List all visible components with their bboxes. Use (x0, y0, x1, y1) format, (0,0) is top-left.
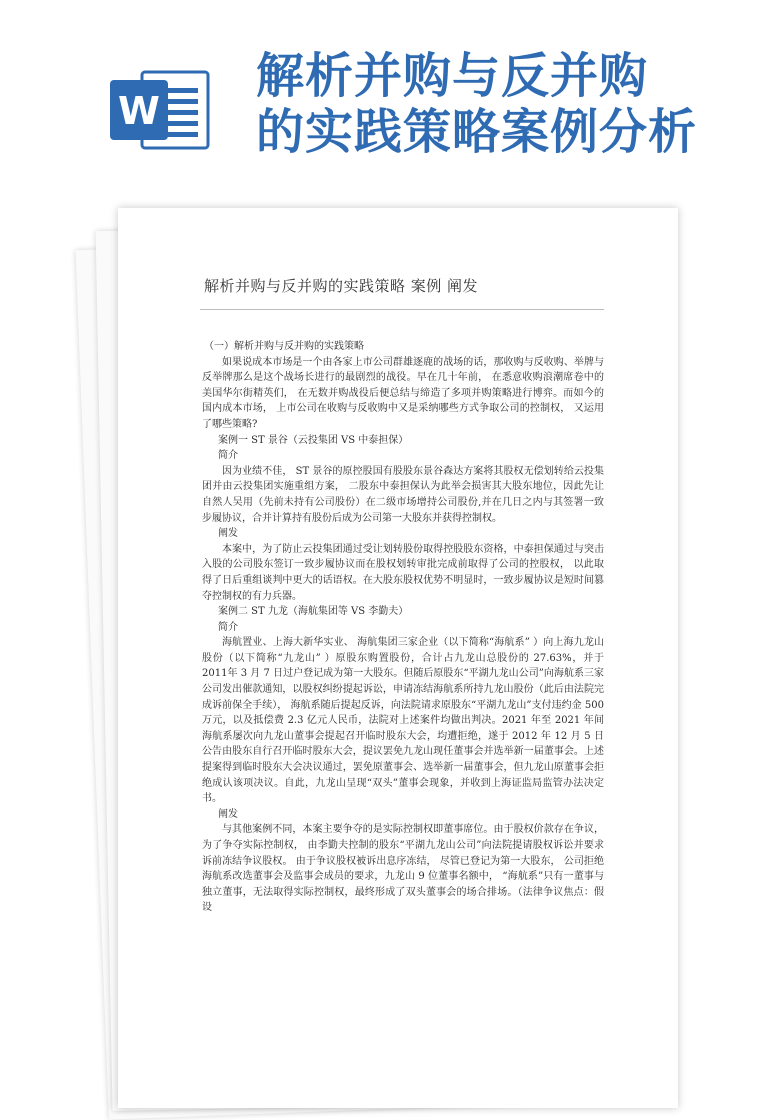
header-banner (0, 0, 780, 200)
document-title: 解析并购与反并购的实践策略 案例 阐发 (204, 277, 479, 295)
headline (256, 48, 756, 160)
headline-line-2: 的实践策略案例分析 (256, 104, 698, 160)
word-icon-letter: W (118, 89, 160, 133)
case-heading: 案例一 ST 景谷（云投集团 VS 中泰担保） (218, 434, 409, 446)
word-document-icon (108, 66, 212, 154)
headline-line-1: 解析并购与反并购 (256, 48, 649, 104)
subheading: 简介 (218, 450, 238, 462)
subheading: 阐发 (218, 528, 238, 540)
document-body (202, 339, 604, 916)
case-heading: 案例二 ST 九龙（海航集团等 VS 李勤夫） (218, 606, 409, 618)
paragraph: 海航置业、上海大新华实业、 海航集团三家企业（以下简称“海航系” ）向上海九龙山股份（以下简称“九龙山” ）原股东购置股份，合计占九龙山总股份的 27.63%，并于 2011年 3 月 7 日过户登记成为第一大股东。但随后原股东“平湖九龙山公司”向海航系三家公司发出催款通知，以股权纠纷提起诉讼，申请冻结海航系所持九龙山股份（此后由法院完成诉前保全手续）， 海航系随后提起反诉，向法院请求原股东“平湖九龙山”支付违约金 500 万元，以及抵偿费 2.3 亿元人民币，法院对上述案件均做出判决。2021 年至 2021 年间海航系屡次向九龙山董事会提起召开临时股东大会，均遭拒绝，遂于 2012 年 12 月 5 日公告由股东自行召开临时股东大会，提议罢免九龙山现任董事会并选举新一届董事会。上述提案得到临时股东大会决议通过，罢免原董事会、选举新一届董事会，但九龙山原董事会拒绝成认该项决议。自此，九龙山呈现“双头”董事会现象，并收到上海证监局监管办法决定书。 (202, 637, 604, 805)
paragraph: 因为业绩不佳， ST 景谷的原控股国有股股东景谷森达方案将其股权无偿划转给云投集团并由云投集团实施重组方案， 二股东中泰担保认为此举会损害其大股东地位，因此先让自然人吴用（先前未持有公司股份）在二级市场增持公司股份,并在几日之内与其签署一致步履协议，合并计算持有股份后成为公司第一大股东并获得控制权。 (202, 465, 604, 524)
subheading: 简介 (218, 621, 238, 633)
document-page (118, 208, 678, 1108)
title-divider (200, 309, 604, 310)
section-heading: （一）解析并购与反并购的实践策略 (204, 341, 364, 352)
paragraph: 本案中，为了防止云投集团通过受让划转股份取得控股股东资格，中泰担保通过与突击入股的公司股东签订一致步履协议而在股权划转审批完成前取得了公司的控股权， 以此取得了日后重组谈判中更大的话语权。在大股东股权优势不明显时，一致步履协议是短时间篡夺控制权的有力兵器。 (202, 543, 604, 602)
paragraph: 与其他案例不同，本案主要争夺的是实际控制权即董事席位。由于股权价款存在争议，为了争夺实际控制权， 由李勤夫控制的股东“平湖九龙山公司”向法院提请股权诉讼并要求诉前冻结争议股权。 由于争议股权被诉出息序冻结， 尽管已登记为第一大股东， 公司拒绝海航系改选董事会及监事会成员的要求，九龙山 9 位董事名额中， “海航系”只有一董事与独立董事，无法取得实际控制权，最终形成了双头董事会的场合排场。（法律争议焦点：假设 (202, 824, 604, 914)
subheading: 阐发 (218, 808, 238, 820)
paragraph: 如果说成本市场是一个由各家上市公司群雄逐鹿的战场的话，那收购与反收购、举牌与反举牌那么是这个战场长进行的最剧烈的战役。早在几十年前， 在悉意收购浪潮席卷中的美国华尔街精英们， 在无数并购战役后便总结与缔造了多项并购策略进行博弈。而如今的国内成本市场， 上市公司在收购与反收购中又是采纳哪些方式争取公司的控制权， 又运用了哪些策略? (202, 356, 604, 430)
